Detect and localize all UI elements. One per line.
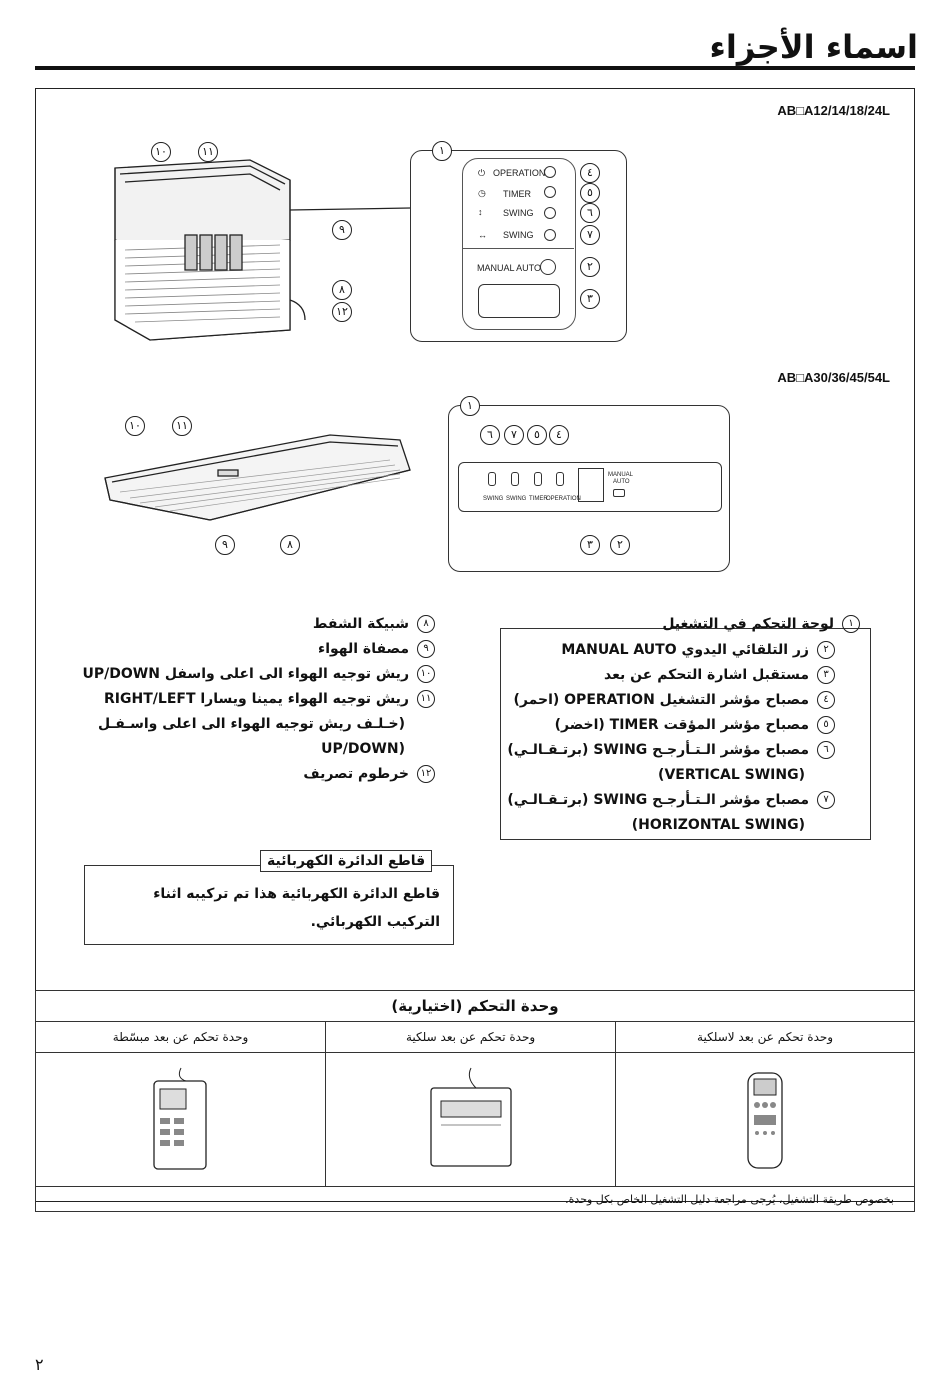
- legend-text: ريش توجيه الهواء يمينا ويسارا RIGHT/LEFT: [104, 691, 409, 707]
- ceiling-unit-illustration: [100, 410, 420, 530]
- simple-remote-icon: [146, 1063, 216, 1173]
- wireless-remote-icon: [740, 1063, 790, 1173]
- legend-item: [83, 662, 435, 687]
- legend-num: ٤: [817, 691, 835, 709]
- callout-3-bottom: ٣: [580, 535, 600, 555]
- callout-7-bottom: ٧: [504, 425, 524, 445]
- remote-table-note: بخصوص طريقة التشغيل، يُرجى مراجعة دليل التشغيل الخاص بكل وحدة.: [36, 1187, 915, 1212]
- title-rule: [35, 66, 915, 70]
- wall-unit-illustration: [90, 140, 430, 350]
- signal-receiver-top: [478, 284, 560, 318]
- swing-horizontal-led-bottom: [511, 472, 519, 486]
- label-timer-bottom: TIMER: [529, 496, 548, 502]
- legend-subtext: (HORIZONTAL SWING): [631, 817, 805, 833]
- breaker-line-1: قاطع الدائرة الكهربائية هذا تم تركيبه اثناء: [153, 886, 440, 902]
- callout-3-top: ٣: [580, 289, 600, 309]
- wireless-remote-cell: [616, 1053, 915, 1187]
- callout-8: ٨: [332, 280, 352, 300]
- legend-subtext: (خـلـف ريش توجيه الهواء الى اعلى واسـفـل: [97, 716, 405, 732]
- callout-2-bottom: ٢: [610, 535, 630, 555]
- operation-icon: ⏻: [478, 168, 486, 178]
- legend-num: ٧: [817, 791, 835, 809]
- legend-text: زر التلقائي اليدوي MANUAL AUTO: [561, 642, 809, 658]
- simple-remote-cell: [36, 1053, 326, 1187]
- callout-8-bottom: ٨: [280, 535, 300, 555]
- label-manual-bottom: MANUAL: [608, 472, 634, 478]
- legend-item: [83, 687, 435, 712]
- operation-led-bottom: [556, 472, 564, 486]
- legend-item: [507, 738, 835, 763]
- legend-subtext: (VERTICAL SWING): [658, 767, 805, 783]
- legend-num: ٥: [817, 716, 835, 734]
- callout-10: ١٠: [151, 142, 171, 162]
- legend-num: ٦: [817, 741, 835, 759]
- wired-remote-icon: [426, 1063, 516, 1173]
- page-title: اسماء الأجزاء: [709, 28, 918, 66]
- timer-led: [544, 186, 556, 198]
- col-simple-remote: وحدة تحكم عن بعد مبسّطة: [36, 1022, 326, 1053]
- legend-num: ١٢: [417, 765, 435, 783]
- legend-text: مصباح مؤشر المؤقت TIMER (اخضر): [554, 717, 809, 733]
- callout-5-bottom: ٥: [527, 425, 547, 445]
- callout-1-top: ١: [432, 141, 452, 161]
- legend-right-list: [507, 638, 835, 838]
- label-operation-bottom: OPERATION: [546, 496, 581, 502]
- operation-led: [544, 166, 556, 178]
- legend-right-title-row: [662, 612, 860, 637]
- timer-icon: ◷: [478, 188, 486, 198]
- legend-text: مستقبل اشارة التحكم عن بعد: [604, 667, 809, 683]
- legend-text: ريش توجيه الهواء الى اعلى واسفل UP/DOWN: [82, 666, 409, 682]
- legend-item: [507, 788, 835, 813]
- remote-table-title: وحدة التحكم (اختيارية): [36, 991, 915, 1022]
- legend-item: [507, 688, 835, 713]
- callout-4-bottom: ٤: [549, 425, 569, 445]
- callout-1-bottom: ١: [460, 396, 480, 416]
- col-wireless-remote: وحدة تحكم عن بعد لاسلكية: [616, 1022, 915, 1053]
- legend-text: خرطوم تصريف: [303, 766, 409, 782]
- label-auto-bottom: AUTO: [613, 479, 630, 485]
- callout-6-bottom: ٦: [480, 425, 500, 445]
- legend-text: مصباح مؤشر التشغيل OPERATION (احمر): [513, 692, 809, 708]
- breaker-line-2: التركيب الكهربائي.: [310, 914, 440, 930]
- swing-horizontal-led: [544, 229, 556, 241]
- vertical-swing-icon: ↕: [478, 207, 483, 217]
- callout-4-top: ٤: [580, 163, 600, 183]
- callout-12: ١٢: [332, 302, 352, 322]
- legend-right-title: لوحة التحكم في التشغيل: [662, 616, 834, 632]
- legend-item: [507, 638, 835, 663]
- label-swing-1-bottom: SWING: [483, 496, 504, 502]
- legend-item: [507, 713, 835, 738]
- legend-left-list: [83, 612, 435, 787]
- legend-num: ١١: [417, 690, 435, 708]
- legend-item: [83, 637, 435, 662]
- callout-9: ٩: [332, 220, 352, 240]
- legend-num: ١: [842, 615, 860, 633]
- label-manual-auto: MANUAL AUTO: [477, 263, 542, 273]
- manual-auto-button[interactable]: [540, 259, 556, 275]
- legend-num: ١٠: [417, 665, 435, 683]
- callout-5-top: ٥: [580, 183, 600, 203]
- callout-2-top: ٢: [580, 257, 600, 277]
- wired-remote-cell: [326, 1053, 616, 1187]
- model-label-top: AB□A12/14/18/24L: [777, 103, 890, 118]
- legend-num: ٩: [417, 640, 435, 658]
- legend-text: مصفاة الهواء: [318, 641, 409, 657]
- legend-item: [507, 663, 835, 688]
- legend-num: ٨: [417, 615, 435, 633]
- legend-text: مصباح مؤشر الـتـأرجـح SWING (برتـقـالـي): [507, 742, 809, 758]
- label-operation: OPERATION: [493, 168, 546, 178]
- breaker-text: [100, 880, 440, 936]
- panel-divider: [462, 248, 574, 249]
- legend-num: ٣: [817, 666, 835, 684]
- callout-7-top: ٧: [580, 225, 600, 245]
- breaker-title: قاطع الدائرة الكهربائية: [260, 850, 432, 872]
- swing-vertical-led: [544, 207, 556, 219]
- col-wired-remote: وحدة تحكم عن بعد سلكية: [326, 1022, 616, 1053]
- label-swing-2: SWING: [503, 230, 534, 240]
- remote-control-table: [35, 990, 915, 1212]
- legend-item: [83, 612, 435, 637]
- legend-text: شبيكة الشفط: [312, 616, 409, 632]
- callout-11-bottom: ١١: [172, 416, 192, 436]
- horizontal-swing-icon: ↔: [478, 230, 487, 240]
- page-number: ٢: [35, 1355, 44, 1374]
- callout-11: ١١: [198, 142, 218, 162]
- model-label-bottom: AB□A30/36/45/54L: [777, 370, 890, 385]
- legend-num: ٢: [817, 641, 835, 659]
- callout-9-bottom: ٩: [215, 535, 235, 555]
- manual-auto-button-bottom[interactable]: [613, 489, 625, 497]
- label-timer: TIMER: [503, 189, 531, 199]
- label-swing-1: SWING: [503, 208, 534, 218]
- label-swing-2-bottom: SWING: [506, 496, 527, 502]
- swing-vertical-led-bottom: [488, 472, 496, 486]
- callout-10-bottom: ١٠: [125, 416, 145, 436]
- legend-text: مصباح مؤشر الـتـأرجـح SWING (برتـقـالـي): [507, 792, 809, 808]
- legend-subtext: (UP/DOWN: [321, 741, 405, 757]
- legend-item: [83, 762, 435, 787]
- signal-receiver-bottom: [578, 468, 604, 502]
- callout-6-top: ٦: [580, 203, 600, 223]
- timer-led-bottom: [534, 472, 542, 486]
